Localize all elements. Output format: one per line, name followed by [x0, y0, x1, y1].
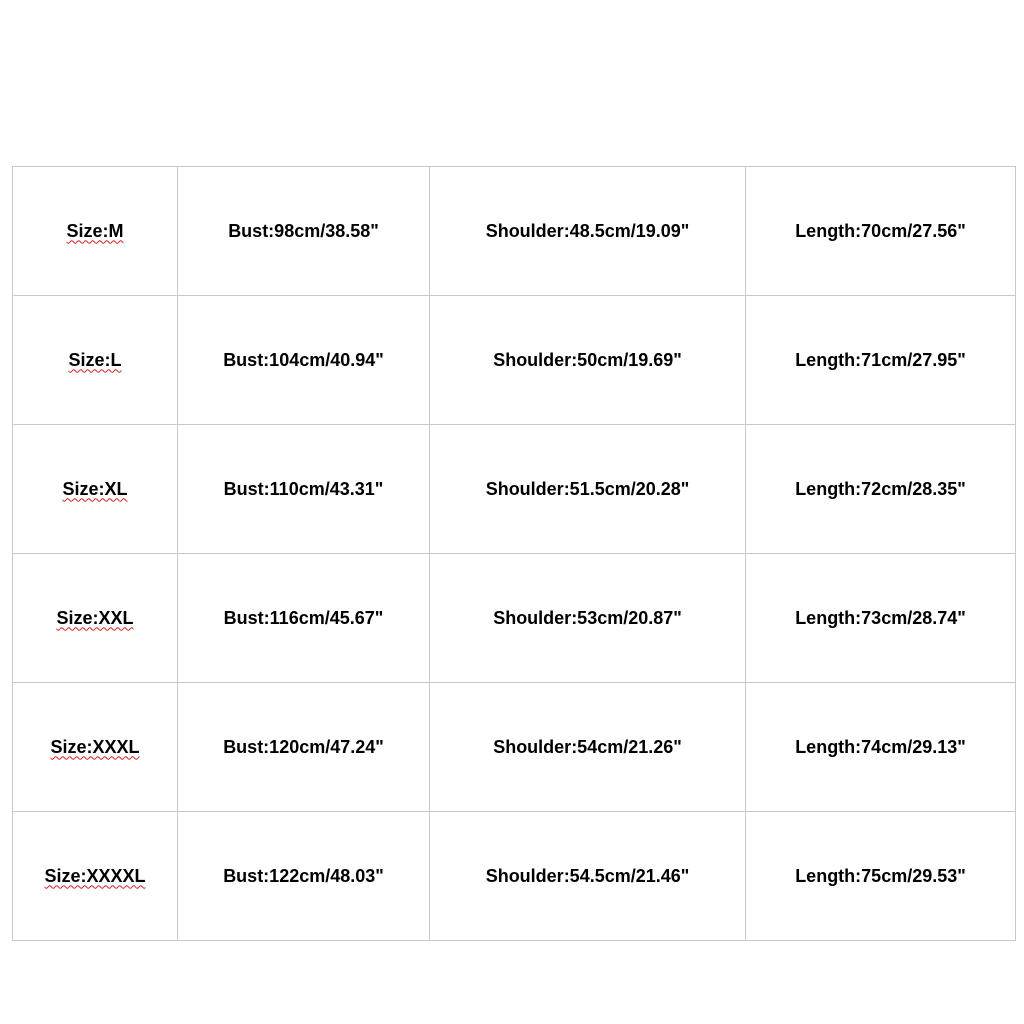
- bust-cell: Bust:104cm/40.94": [178, 296, 430, 425]
- size-label: Size:XXXXL: [44, 865, 146, 886]
- bust-cell: Bust:116cm/45.67": [178, 554, 430, 683]
- shoulder-cell: Shoulder:53cm/20.87": [430, 554, 746, 683]
- size-cell: [13, 425, 178, 554]
- table-row: [13, 683, 1016, 812]
- table-row: [13, 554, 1016, 683]
- shoulder-cell: Shoulder:50cm/19.69": [430, 296, 746, 425]
- bust-cell: Bust:110cm/43.31": [178, 425, 430, 554]
- table-row: [13, 425, 1016, 554]
- size-label: Size:XXL: [56, 607, 134, 628]
- size-cell: [13, 167, 178, 296]
- length-cell: Length:70cm/27.56": [746, 167, 1016, 296]
- length-cell: Length:75cm/29.53": [746, 812, 1016, 941]
- table-row: [13, 812, 1016, 941]
- table-row: [13, 167, 1016, 296]
- length-cell: Length:74cm/29.13": [746, 683, 1016, 812]
- size-label: Size:L: [68, 349, 122, 370]
- size-chart-table: [12, 166, 1016, 941]
- shoulder-cell: Shoulder:48.5cm/19.09": [430, 167, 746, 296]
- size-label: Size:XXXL: [50, 736, 140, 757]
- size-label: Size:M: [66, 220, 124, 241]
- length-cell: Length:71cm/27.95": [746, 296, 1016, 425]
- size-cell: [13, 554, 178, 683]
- length-cell: Length:72cm/28.35": [746, 425, 1016, 554]
- shoulder-cell: Shoulder:54.5cm/21.46": [430, 812, 746, 941]
- shoulder-cell: Shoulder:54cm/21.26": [430, 683, 746, 812]
- size-cell: [13, 683, 178, 812]
- size-cell: [13, 812, 178, 941]
- bust-cell: Bust:120cm/47.24": [178, 683, 430, 812]
- size-cell: [13, 296, 178, 425]
- size-label: Size:XL: [62, 478, 128, 499]
- bust-cell: Bust:98cm/38.58": [178, 167, 430, 296]
- table-row: [13, 296, 1016, 425]
- bust-cell: Bust:122cm/48.03": [178, 812, 430, 941]
- shoulder-cell: Shoulder:51.5cm/20.28": [430, 425, 746, 554]
- length-cell: Length:73cm/28.74": [746, 554, 1016, 683]
